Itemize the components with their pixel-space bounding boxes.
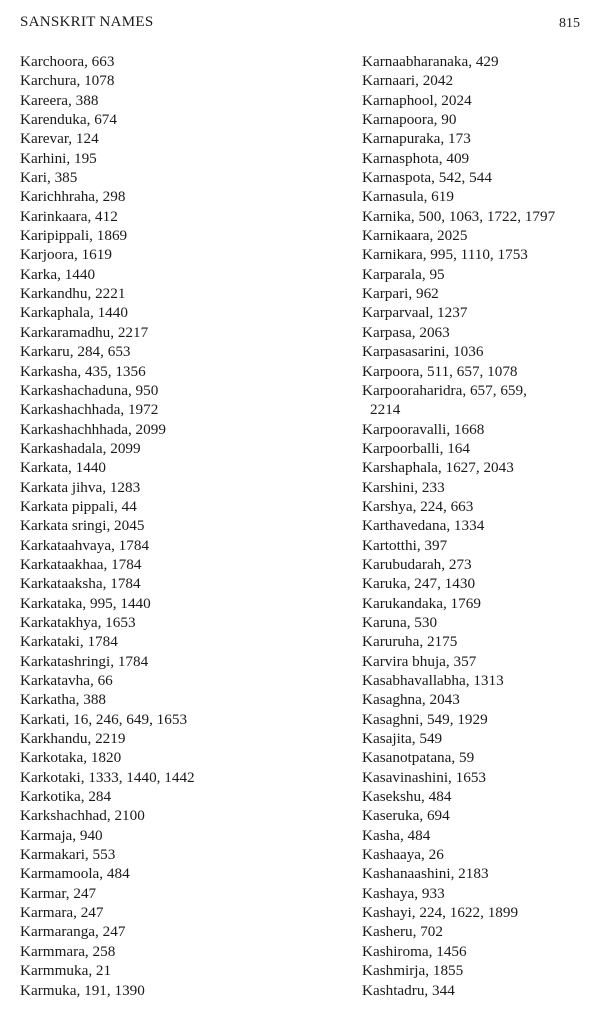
index-entry: Karkataakhaa, 1784: [20, 555, 142, 573]
index-entry-text: Karnaspota, 542, 544: [362, 169, 492, 187]
index-entry: [362, 710, 594, 729]
index-entry: [362, 245, 594, 264]
index-entry: Karkotaki, 1333, 1440, 1442: [20, 768, 195, 786]
index-entry: [362, 961, 594, 980]
index-entry: [362, 478, 594, 497]
index-entry: Karkashadala, 2099: [20, 439, 141, 457]
index-entry: Karmaja, 940: [20, 826, 103, 844]
index-entry: [362, 71, 594, 90]
index-entry-text: Karukandaka, 1769: [362, 594, 481, 612]
index-entry-text: Kaseruka, 694: [362, 807, 450, 825]
index-entry: [362, 806, 594, 825]
index-entry: Karmar, 247: [20, 884, 97, 902]
index-entry: [362, 748, 594, 767]
index-entry: Karkataki, 1784: [20, 633, 118, 651]
index-entry-text: Kasanotpatana, 59: [362, 749, 475, 767]
index-entry: Karmakari, 553: [20, 846, 116, 864]
index-entry: [362, 362, 594, 381]
index-entry: Karkashachhhada, 2099: [20, 420, 166, 438]
index-entry: Karchura, 1078: [20, 72, 115, 90]
index-entry-text: Kasheru, 702: [362, 923, 443, 941]
index-entry: [362, 632, 594, 651]
index-entry-text: Karubudarah, 273: [362, 555, 472, 573]
index-entry: Karkashachaduna, 950: [20, 381, 159, 399]
index-entry: Karkataahvaya, 1784: [20, 536, 150, 554]
index-entry-text: Kasaghni, 549, 1929: [362, 710, 488, 728]
index-entry: Karkata pippali, 44: [20, 497, 137, 515]
index-entry-text: Karnikara, 995, 1110, 1753: [362, 246, 528, 264]
index-entry-text: Karparvaal, 1237: [362, 304, 468, 322]
index-entry: [362, 981, 594, 1000]
index-entry-text: Kasabhavallabha, 1313: [362, 672, 504, 689]
index-entry: [362, 497, 594, 516]
index-entry: [362, 110, 594, 129]
index-entry: Karenduka, 674: [20, 111, 117, 129]
index-entry: Kareera, 388: [20, 91, 99, 109]
index-entry: Karinkaara, 412: [20, 207, 118, 225]
index-entry: [362, 903, 594, 922]
index-entry-text: Kasajita, 549: [362, 730, 443, 748]
page-header: [20, 14, 580, 36]
index-entry: Karkatha, 388: [20, 691, 107, 709]
index-entry: [362, 91, 594, 110]
index-entry-text: Karnapuraka, 173: [362, 130, 471, 148]
index-entry-text: Kasavinashini, 1653: [362, 768, 487, 786]
index-entry: [362, 574, 594, 593]
index-column-right: [362, 52, 594, 1000]
index-entry-text: Kashayi, 224, 1622, 1899: [362, 904, 519, 922]
index-entry-text: Karpooraharidra, 657, 659,: [362, 381, 527, 399]
index-entry: Karka, 1440: [20, 265, 96, 283]
index-entry-text: Karthavedana, 1334: [362, 517, 485, 535]
index-entry-text: Kashtadru, 344: [362, 981, 455, 999]
index-entry-text: Karnaabharanaka, 429: [362, 53, 499, 70]
index-entry-text: Kartotthi, 397: [362, 536, 448, 554]
index-entry: [362, 864, 594, 883]
index-entry-text: Kashmirja, 1855: [362, 962, 464, 980]
index-entry: [362, 884, 594, 903]
index-entry: Karkataka, 995, 1440: [20, 594, 151, 612]
index-entry: [362, 671, 594, 690]
index-entry: Karkataaksha, 1784: [20, 575, 141, 593]
index-entry-text: Kashaaya, 26: [362, 846, 444, 864]
index-entry: [362, 439, 594, 458]
index-entry: [362, 594, 594, 613]
index-entry: Karkandhu, 2221: [20, 285, 126, 303]
index-entry: Karevar, 124: [20, 130, 99, 148]
index-entry-text: Karnikaara, 2025: [362, 227, 468, 245]
index-entry: Karkaru, 284, 653: [20, 343, 131, 361]
index-entry-text: Karnasphota, 409: [362, 149, 470, 167]
index-entry: [362, 690, 594, 709]
index-entry-continuation: 2214: [370, 401, 401, 419]
index-entry: Karkati, 16, 246, 649, 1653: [20, 710, 188, 728]
index-entry: Karmmuka, 21: [20, 962, 112, 980]
index-entry: Karmamoola, 484: [20, 865, 130, 883]
index-entry: [362, 207, 594, 226]
index-entry-text: Karnaari, 2042: [362, 72, 454, 90]
index-entry: Karmuka, 191, 1390: [20, 981, 145, 999]
index-entry: Karkata sringi, 2045: [20, 517, 145, 535]
index-entry-text: Karnasula, 619: [362, 188, 454, 206]
index-entry: Karkasha, 435, 1356: [20, 362, 146, 380]
index-entry: [362, 613, 594, 632]
index-entry: Karkshachhad, 2100: [20, 807, 145, 825]
index-entry: Karkashachhada, 1972: [20, 401, 159, 419]
index-entry: Karmara, 247: [20, 904, 104, 922]
index-entry: [362, 420, 594, 439]
index-entry: Karjoora, 1619: [20, 246, 112, 264]
index-entry-text: Karpooravalli, 1668: [362, 420, 485, 438]
index-entry: Karipippali, 1869: [20, 227, 128, 245]
index-entry: [362, 826, 594, 845]
index-entry-text: Karuka, 247, 1430: [362, 575, 476, 593]
index-entry: [362, 323, 594, 342]
page-number: 815: [559, 16, 580, 31]
index-entry-text: Karpoora, 511, 657, 1078: [362, 362, 518, 380]
index-entry: Karkotika, 284: [20, 788, 112, 806]
index-entry: [362, 149, 594, 168]
index-entry: [362, 458, 594, 477]
index-entry: Karkata, 1440: [20, 459, 107, 477]
index-entry-text: Karpari, 962: [362, 285, 439, 303]
index-entry: [362, 942, 594, 961]
index-entry: Karkhandu, 2219: [20, 730, 126, 748]
index-entry: [362, 652, 594, 671]
running-head: SANSKRIT NAMES: [20, 14, 154, 30]
index-entry-text: Kasha, 484: [362, 826, 431, 844]
index-entry-text: Karpasa, 2063: [362, 323, 450, 341]
index-entry: Karkatavha, 66: [20, 672, 113, 689]
index-entry: [362, 342, 594, 361]
index-entry: Karichhraha, 298: [20, 188, 126, 206]
index-entry: [362, 555, 594, 574]
index-entry: [362, 729, 594, 748]
index-entry-text: Karuna, 530: [362, 613, 438, 631]
index-entry: Karmaranga, 247: [20, 923, 126, 941]
index-entry-text: Karuruha, 2175: [362, 633, 458, 651]
index-entry-text: Karpoorballi, 164: [362, 439, 470, 457]
index-entry: [362, 187, 594, 206]
index-entry-text: Kasaghna, 2043: [362, 691, 460, 709]
index-entry-text: Karnapoora, 90: [362, 111, 457, 129]
index-entry: [362, 536, 594, 555]
index-entry: [362, 284, 594, 303]
index-entry: [362, 168, 594, 187]
index-entry: Karkatashringi, 1784: [20, 652, 149, 670]
index-entry-text: Karshini, 233: [362, 478, 445, 496]
index-entry: [362, 129, 594, 148]
index-entry-text: Karshaphala, 1627, 2043: [362, 459, 514, 477]
index-entry-text: Kashiroma, 1456: [362, 942, 467, 960]
index-entry: [362, 922, 594, 941]
index-entry-text: Karnaphool, 2024: [362, 91, 472, 109]
index-entry-text: Kashanaashini, 2183: [362, 865, 489, 883]
index-column-left: [20, 52, 330, 1000]
index-entry: [362, 787, 594, 806]
index-entry: Karkata jihva, 1283: [20, 478, 141, 496]
index-entry: Karkaramadhu, 2217: [20, 323, 149, 341]
index-entry: Kari, 385: [20, 169, 78, 187]
index-entry-text: Karnika, 500, 1063, 1722, 1797: [362, 207, 556, 225]
index-entry-text: Karshya, 224, 663: [362, 497, 474, 515]
index-entry: Karkotaka, 1820: [20, 749, 122, 767]
index-entry: Karkaphala, 1440: [20, 304, 128, 322]
index-entry: [362, 52, 594, 71]
index-entry: [362, 381, 594, 420]
index-entry-text: Karparala, 95: [362, 265, 445, 283]
index-entry: Karkatakhya, 1653: [20, 613, 136, 631]
index-entry: [362, 516, 594, 535]
index-entry: [362, 768, 594, 787]
index-entry: [362, 265, 594, 284]
index-entry: Karmmara, 258: [20, 942, 116, 960]
index-entry: [362, 845, 594, 864]
index-entry-text: Kasekshu, 484: [362, 788, 452, 806]
index-entry-text: Kashaya, 933: [362, 884, 445, 902]
index-entry: [362, 303, 594, 322]
index-entry: Karchoora, 663: [20, 53, 115, 70]
index-entry-text: Karvira bhuja, 357: [362, 652, 477, 670]
index-entry: [362, 226, 594, 245]
index-entry-text: Karpasasarini, 1036: [362, 343, 484, 361]
index-entry: Karhini, 195: [20, 149, 97, 167]
